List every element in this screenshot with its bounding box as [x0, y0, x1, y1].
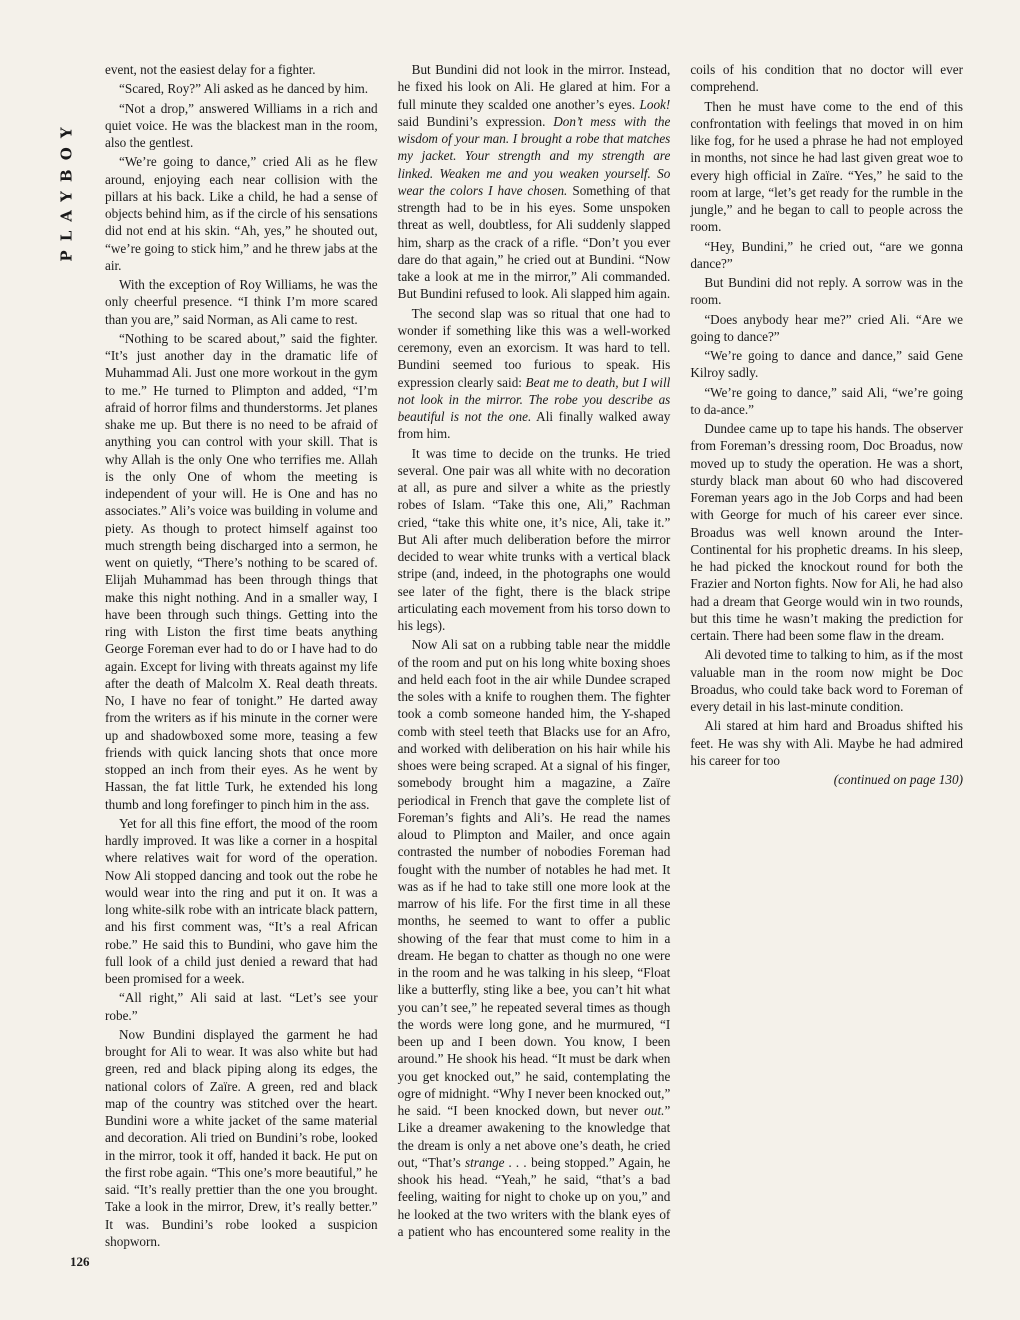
article-paragraph: It was time to decide on the trunks. He tried several. One pair was all white with no decoration at all, as pure and silver a white as the priestly robes of Islam. “Take this one, Ali,” Rachman cried, “take this white one, it’s nice, Ali, take it.” But Ali after much deliberation before the mirror decided to wear white trunks with a vertical black stripe (and, indeed, in the photographs one would see later of the fight, there is the black stripe articulating each movement from his torso down to his legs). — [397, 445, 671, 633]
article-paragraph: Dundee came up to tape his hands. The observer from Foreman’s dressing room, Doc Broadus, now moved up to study the operation. He was a short, sturdy black man about 60 who had discovered Foreman years ago in the Job Corps and had been with George for much of his career ever since. Broadus was well known around the Inter-Continental for his prophetic dreams. In his sleep, he had picked the knockout round for both the Frazier and Norton fights. Now for Ali, he had also had a dream that George would win in two rounds, but this time he wasn’t making the prediction for certain. There had been some flaw in the dream. — [690, 421, 963, 643]
article-paragraph: “Does anybody hear me?” cried Ali. “Are we going to dance?” — [690, 311, 963, 344]
article-paragraph: Now Bundini displayed the garment he had brought for Ali to wear. It was also white but had green, red and black piping along its edges, the national colors of Zaïre. A green, red and black map of the country was stitched over the heart. Bundini wore a white jacket of the same material and decoration. Ali tried on Bundini’s robe, looked in the mirror, took it off, handed it back. He put on the first robe again. “This one’s more beautiful,” he said. “It’s really prettier than the one you brought. Take a look in the mirror, Drew, it’s really better.” It was. Bundini’s robe looked a suspicion shopworn. — [105, 1026, 378, 1249]
article-paragraph: The second slap was so ritual that one had to wonder if something like this was a well-worked ceremony, even an exorcism. It was hard to tell. Bundini seemed too furious to speak. His expression clearly said: Beat me to death, but I will not look in the mirror. The robe you describe as beautiful is not the one. Ali finally walked away from him. — [397, 305, 671, 442]
article-paragraph: Then he must have come to the end of this confrontation with feelings that moved in on him like fog, for he used a phrase he had not employed in months, not since he had last given great woe to every high official in Zaïre. “Yes,” he said to the room at large, “let’s get ready for the rumble in the jungle,” and he began to call to people across the room. — [690, 98, 963, 235]
article-paragraph: With the exception of Roy Williams, he was the only cheerful presence. “I think I’m more scared than you are,” said Norman, as Ali came to rest. — [105, 277, 378, 327]
continued-note: (continued on page 130) — [833, 772, 963, 787]
article-paragraph: “Hey, Bundini,” he cried out, “are we gonna dance?” — [690, 238, 963, 271]
article-paragraph: Ali stared at him hard and Broadus shifted his feet. He was shy with Ali. Maybe he had admired his career for too — [690, 718, 963, 768]
article-paragraph: “Not a drop,” answered Williams in a rich and quiet voice. He was the blackest man in the room, also the gentlest. — [105, 100, 378, 150]
article-paragraph: “We’re going to dance,” cried Ali as he flew around, enjoying each near collision with the pillars at his back. Like a child, he had a sense of objects behind him, as if the circle of his sensations did not end at his skin. “Ah, yes,” he shouted out, “we’re going to stick him,” and he threw jabs at the air. — [105, 154, 378, 273]
article-body — [105, 61, 963, 1271]
logo-text: PLAYBOY — [58, 118, 76, 262]
article-paragraph: “Scared, Roy?” Ali asked as he danced by him. — [119, 81, 369, 97]
article-paragraph: But Bundini did not reply. A sorrow was in the room. — [690, 275, 963, 308]
article-paragraph: “All right,” Ali said at last. “Let’s see your robe.” — [105, 990, 378, 1023]
article-paragraph: “Nothing to be scared about,” said the fighter. “It’s just another day in the dramatic life of Muhammad Ali. Just one more workout in the gym to me.” He turned to Plimpton and added, “I’m afraid of horror films and thunderstorms. Jet planes shake me up. But there is no need to be afraid of anything you can control with your skill. That is why Allah is the only One who terrifies me. Allah is the only One of whom the meeting is independent of your will. He is One and has no associates.” Ali’s voice was building in volume and piety. As though to protect himself against too much strength being discharged into a sermon, he went on quietly, “There’s nothing to be scared of. Elijah Muhammad has been through things that make this night nothing. And in a smaller way, I have been through such things. Getting into the ring with Liston the first time beats anything George Foreman ever had to do or I have had to do again. Except for living with threats against my life after the death of Malcolm X. Real death threats. No, I have no fear of tonight.” He darted away from the writers as if his minute in the corner were up and shadowboxed some more, teasing a few friends with quick lancing shots that once more stopped an inch from their eyes. As he went by Hassan, the fat little Turk, he extended his long thumb and long forefinger to pinch him in the ass. — [105, 330, 378, 812]
article-paragraph: Yet for all this fine effort, the mood of the room hardly improved. It was like a corner in a hospital where relatives wait for word of the operation. Now Ali stopped dancing and took out the robe he would wear into the ring and put it on. It was a long white-silk robe with an intricate black pattern, and his first comment was, “It’s a real African robe.” He said this to Bundini, who gave him the full look of a child just denied a reward that had been promised for a week. — [105, 815, 378, 986]
page-number: 126 — [70, 1254, 90, 1269]
magazine-logo — [52, 60, 82, 320]
article-paragraph: event, not the easiest delay for a fighter. — [105, 62, 316, 77]
article-paragraph: Now Ali sat on a rubbing table near the middle of the room and put on his long white boxing shoes and held each foot in the air while Dundee scraped the soles with a knife to roughen them. The fighter took a comb someone handed him, the Y-shaped comb with steel teeth that Blacks use for an Afro, and worked with deliberation on his hair while his shoes were being scraped. At a signal of his finger, somebody brought him a magazine, a Zaïre periodical in French that gave the complete list of Foreman’s fights and Ali’s. He read the names aloud to Plimpton and Mailer, and once again contrasted the number of nobodies Foreman had fought with the number of notables he had met. It was as if he had to take still one more look at the marrow of his life. For the first time in all these months, he seemed to want to offer a public showing of the fear that must come to him in a dream. He began to chatter as though no one were in the room and he was talking in his sleep, “Float like a butterfly, sting like a bee, you can’t hit what you can’t see,” he repeated several times as though the words were long gone, and he murmured, “I been up and I been down. You know, I been around.” He shook his head. “It must be dark when you get knocked out,” he said, contemplating the ogre of midnight. “Why I never been knocked out,” he said. “I been knocked down, but never out.” Like a dreamer awakening to the knowledge that the dream is only a net above one’s death, he cried out, “That’s strange . . . being stopped.” Again, he shook his head. “Yeah,” he said, “that’s a bad feeling, waiting for night to choke up on you,” and he looked at the two writers with the blank eyes of a patient who has encountered some reality in the coils of his condition that no doctor will ever comprehend. — [397, 62, 963, 1239]
article-paragraph: “We’re going to dance and dance,” said Gene Kilroy sadly. — [690, 348, 963, 381]
article-paragraph: But Bundini did not look in the mirror. Instead, he fixed his look on Ali. He glared at him. For a full minute they scalded one another’s eyes. Look! said Bundini’s expression. Don’t mess with the wisdom of your man. I brought a robe that matches my jacket. Your strength and my strength are linked. Weaken me and you weaken yourself. So wear the colors I have chosen. Something of that strength had to be in his eyes. Some unspoken threat as well, doubtless, for Ali suddenly slapped him, sharp as the crack of a rifle. “Don’t you ever dare do that again,” he cried out at Bundini. “Now take a look at me in the mirror,” Ali commanded. But Bundini refused to look. Ali slapped him again. — [397, 62, 671, 302]
article-paragraph: “We’re going to dance,” said Ali, “we’re going to da-ance.” — [690, 384, 963, 417]
article-paragraph: Ali devoted time to talking to him, as if the most valuable man in the room now might be Doc Broadus, who could take back word to Foreman of every detail in his last-minute condition. — [690, 647, 963, 714]
